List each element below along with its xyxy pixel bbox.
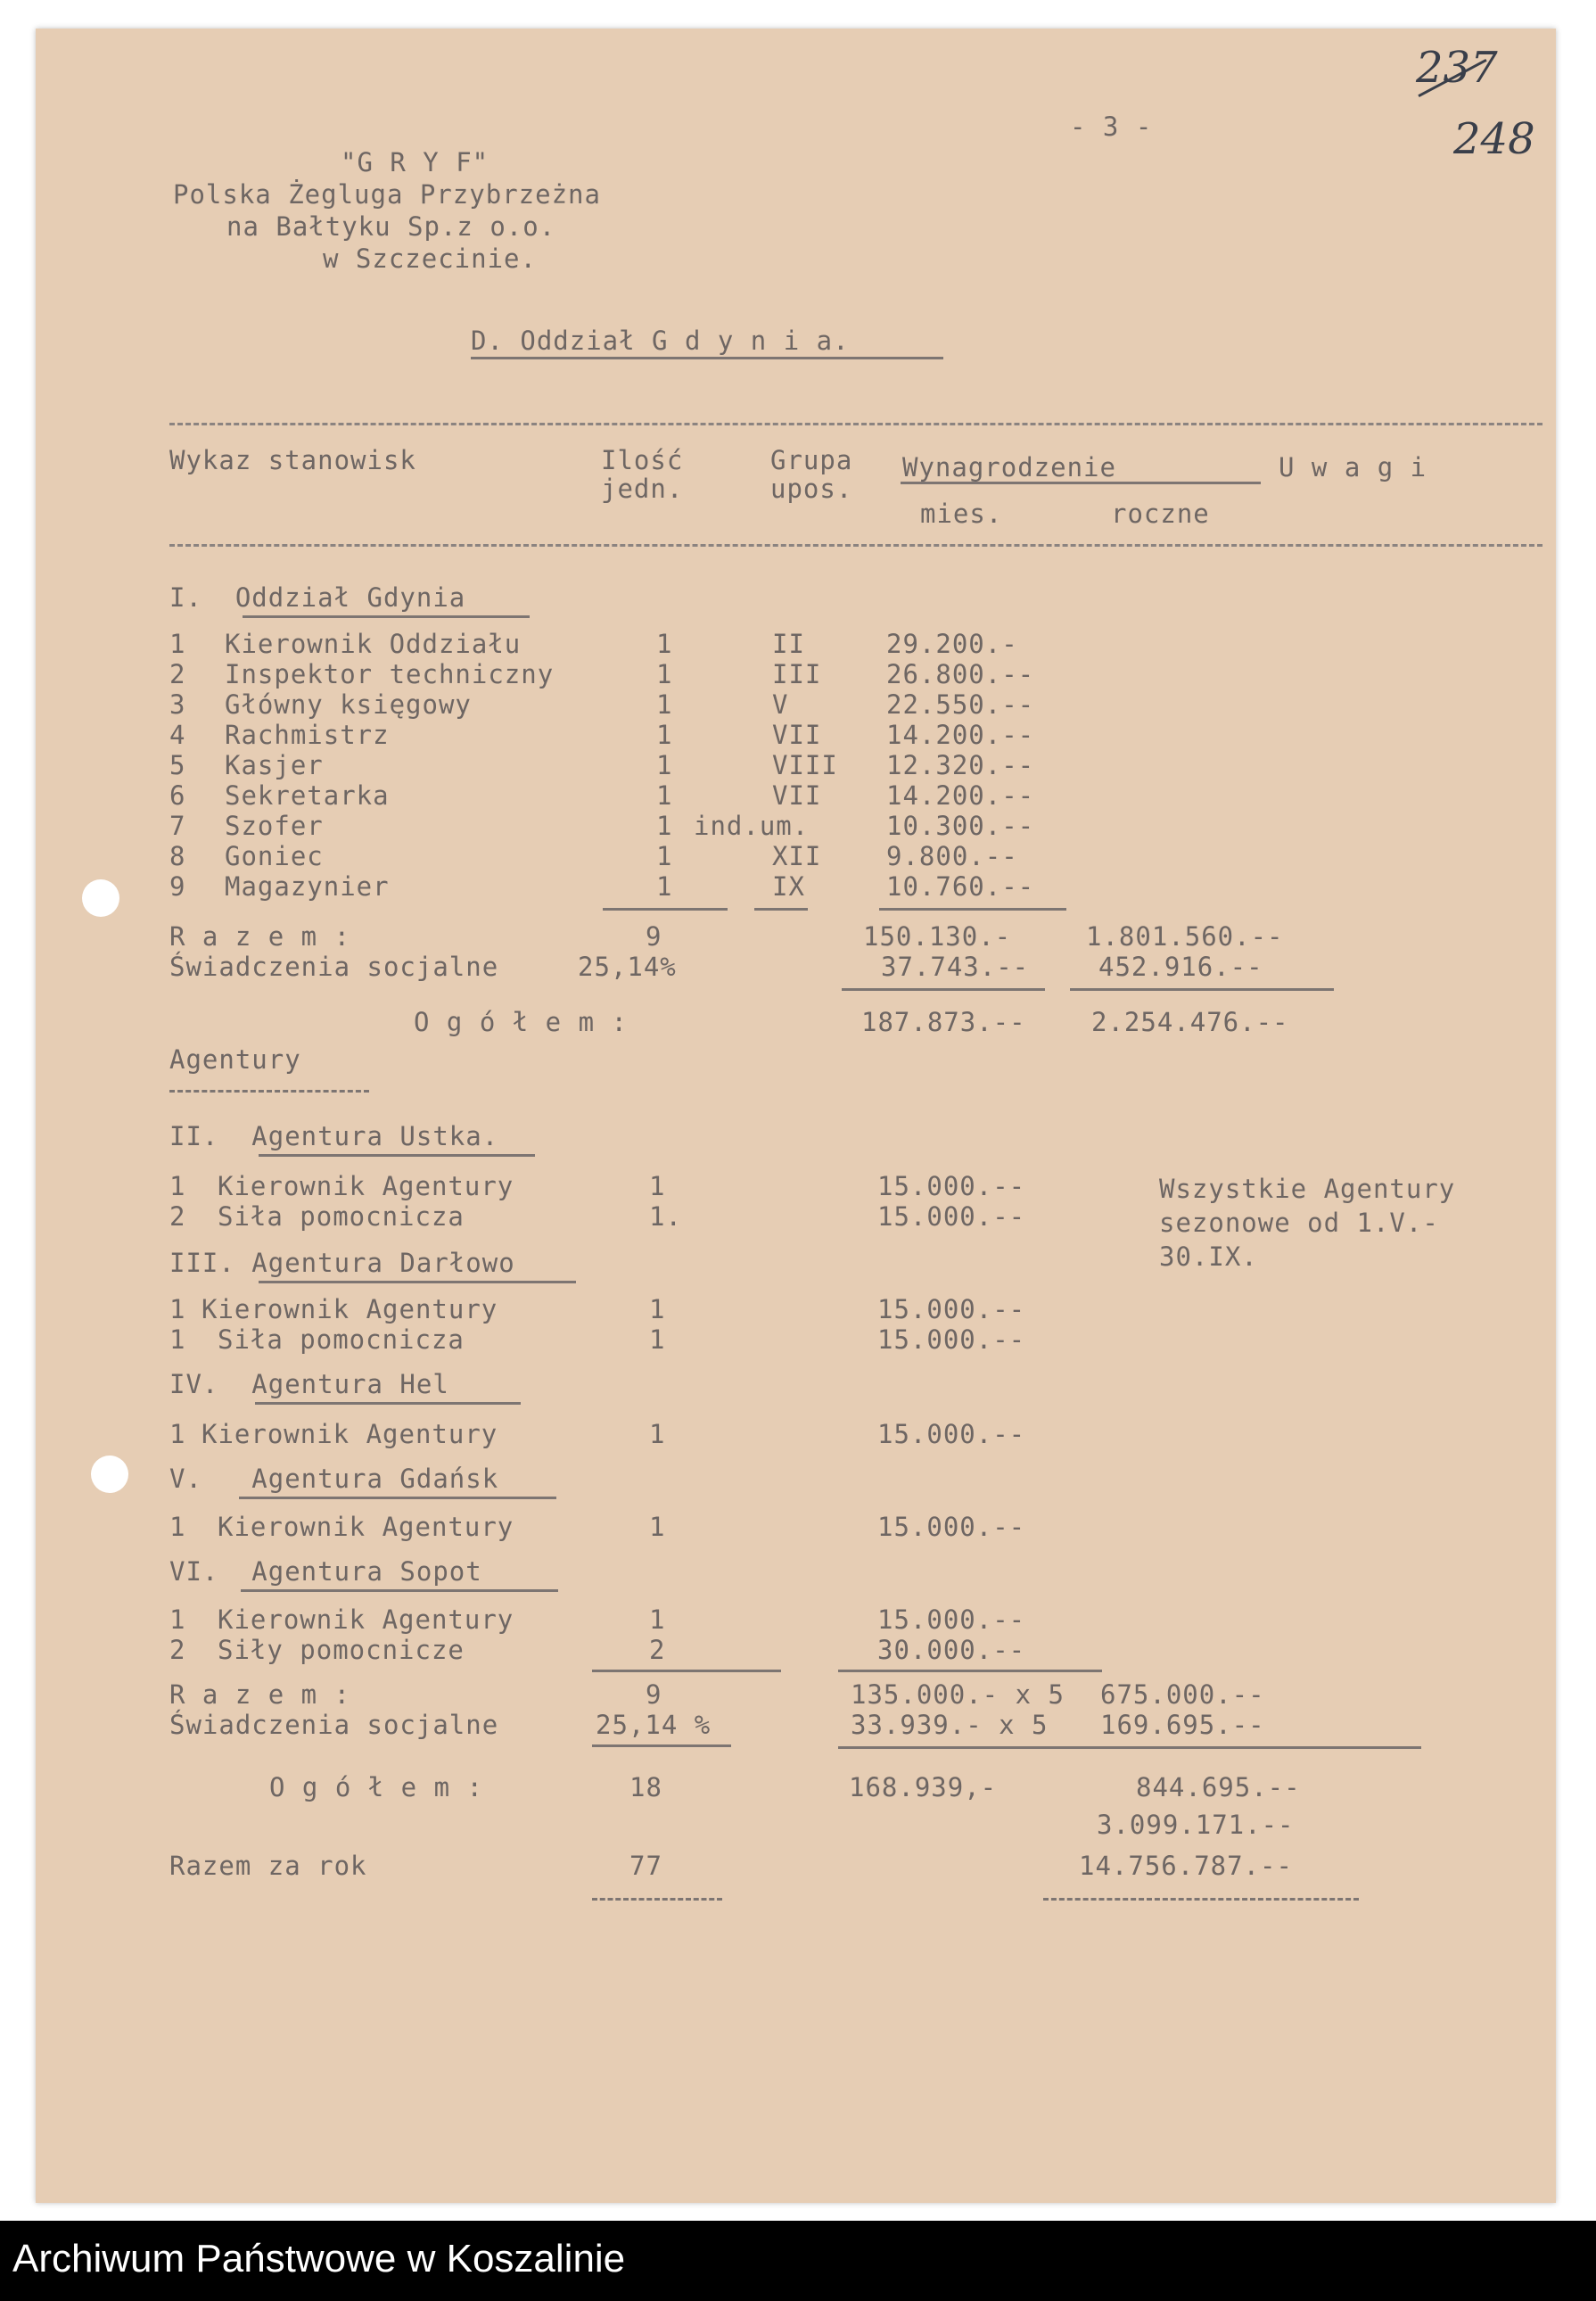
row-number: 2 [169,1201,186,1232]
branch-social-label: Świadczenia socjalne [169,952,499,982]
branch-total-annual: 2.254.476.-- [1091,1007,1289,1037]
row-units: 1 [649,1512,666,1542]
agency-title-underline [241,1589,558,1592]
col-group: Grupa upos. [770,445,853,504]
row-number: 1 [169,1294,186,1324]
row-monthly: 15.000.-- [877,1324,1026,1355]
agencies-heading-underline [169,1090,369,1093]
branch-social-annual: 452.916.-- [1098,952,1263,982]
col-remarks: U w a g i [1279,452,1427,482]
social-pct-underline [592,1744,731,1747]
agency-title-underline [259,1281,576,1283]
row-units: 1 [656,629,673,659]
row-units: 1 [649,1604,666,1635]
row-group: VIII [772,750,838,780]
year-total-annual: 14.756.787.-- [1079,1851,1293,1881]
row-monthly: 22.550.-- [886,689,1035,720]
row-group: ind.um. [694,811,810,841]
row-number: 9 [169,871,186,902]
agencies-social-annual: 169.695.-- [1100,1710,1265,1740]
row-position: Główny księgowy [225,689,472,720]
agencies-total-annual: 844.695.-- [1136,1772,1301,1802]
row-number: 1 [169,629,186,659]
row-units: 1 [656,811,673,841]
row-monthly: 15.000.-- [877,1512,1026,1542]
row-group: XII [772,841,822,871]
row-number: 1 [169,1512,186,1542]
row-units: 1 [649,1324,666,1355]
company-line-3: na Bałtyku Sp.z o.o. [226,211,556,242]
company-name: "G R Y F" [341,147,489,177]
row-position: Kierownik Agentury [202,1294,498,1324]
row-number: 1 [169,1324,186,1355]
row-position: Inspektor techniczny [225,659,555,689]
row-group: II [772,629,805,659]
old-folio-number: 237 [1416,43,1498,93]
row-monthly: 10.760.-- [886,871,1035,902]
row-units: 1 [656,659,673,689]
agencies-heading: Agentury [169,1044,301,1075]
agencies-total-units: 18 [629,1772,662,1802]
year-annual-double-underline [1043,1898,1359,1901]
row-position: Goniec [225,841,324,871]
branch-social-monthly: 37.743.-- [881,952,1030,982]
punch-hole [82,879,119,917]
col-annual: roczne [1111,499,1210,529]
agency-title-ustka: II. Agentura Ustka. [169,1121,499,1151]
row-position: Siły pomocnicze [218,1635,465,1665]
row-units: 2 [649,1635,666,1665]
row-position: Rachmistrz [225,720,390,750]
social-monthly-underline [842,988,1045,991]
group-underline [754,908,808,911]
row-group: III [772,659,822,689]
agencies-sum-monthly: 135.000.- x 5 [851,1679,1065,1710]
agency-title-darlowo: III. Agentura Darłowo [169,1248,515,1278]
year-total-units: 77 [629,1851,662,1881]
row-position: Siła pomocnicza [218,1324,465,1355]
row-number: 2 [169,659,186,689]
agencies-social-label: Świadczenia socjalne [169,1710,499,1740]
agencies-sum-annual: 675.000.-- [1100,1679,1265,1710]
row-number: 2 [169,1635,186,1665]
agencies-social-pct: 25,14 % [596,1710,712,1740]
social-annual-underline [1100,1746,1421,1749]
row-number: 1 [169,1419,186,1449]
row-group: V [772,689,789,720]
branch-title-underline [243,615,530,618]
archive-footer-bar [0,2221,1596,2301]
agencies-seasonal-note: Wszystkie Agentury sezonowe od 1.V.- 30.IX. [1159,1174,1456,1272]
branch-sum-annual: 1.801.560.-- [1086,921,1284,952]
col-units: Ilość jedn. [601,445,684,504]
row-position: Magazynier [225,871,390,902]
row-position: Kierownik Agentury [218,1171,514,1201]
row-number: 1 [169,1171,186,1201]
punch-hole [91,1456,128,1493]
agency-title-sopot: VI. Agentura Sopot [169,1556,482,1587]
company-line-4: w Szczecinie. [323,243,537,274]
row-units: 1 [656,689,673,720]
row-number: 5 [169,750,186,780]
row-number: 8 [169,841,186,871]
agencies-total-label: O g ó ł e m : [269,1772,483,1802]
page-number: - 3 - [1070,111,1153,142]
row-units: 1 [649,1294,666,1324]
branch-sum-units: 9 [646,921,662,952]
row-units: 1 [649,1171,666,1201]
row-monthly: 29.200.- [886,629,1018,659]
branch-sum-monthly: 150.130.- [863,921,1012,952]
row-position: Kierownik Agentury [202,1419,498,1449]
row-monthly: 10.300.-- [886,811,1035,841]
row-monthly: 15.000.-- [877,1604,1026,1635]
company-line-2: Polska Żegluga Przybrzeżna [173,179,601,210]
row-units: 1 [656,841,673,871]
row-position: Kasjer [225,750,324,780]
row-monthly: 14.200.-- [886,780,1035,811]
agency-title-underline [259,1154,535,1157]
row-monthly: 15.000.-- [877,1294,1026,1324]
units-underline [603,908,728,911]
row-number: 4 [169,720,186,750]
row-monthly: 12.320.-- [886,750,1035,780]
agency-title-underline [239,1497,556,1499]
monthly-underline [879,908,1066,911]
row-units: 1 [656,871,673,902]
row-monthly: 9.800.-- [886,841,1018,871]
col-salary: Wynagrodzenie [902,452,1116,482]
row-monthly: 15.000.-- [877,1419,1026,1449]
col-monthly: mies. [920,499,1003,529]
row-monthly: 30.000.-- [877,1635,1026,1665]
agency-title-gdansk: V. Agentura Gdańsk [169,1464,499,1494]
agencies-total-monthly: 168.939,- [849,1772,998,1802]
social-monthly-underline [838,1746,1106,1749]
agency-title-underline [255,1402,521,1405]
row-units: 1 [656,750,673,780]
row-number: 3 [169,689,186,720]
row-number: 7 [169,811,186,841]
agencies-sum-label: R a z e m : [169,1679,351,1710]
row-position: Szofer [225,811,324,841]
row-monthly: 26.800.-- [886,659,1035,689]
branch-social-pct: 25,14% [578,952,677,982]
archive-name: Archiwum Państwowe w Koszalinie [12,2237,626,2280]
row-position: Sekretarka [225,780,390,811]
row-monthly: 15.000.-- [877,1201,1026,1232]
row-position: Kierownik Oddziału [225,629,522,659]
col-position: Wykaz stanowisk [169,445,416,475]
new-folio-number: 248 [1453,114,1535,164]
salary-underline [901,482,1261,484]
row-units: 1. [649,1201,682,1232]
row-units: 1 [649,1419,666,1449]
row-monthly: 15.000.-- [877,1171,1026,1201]
row-position: Kierownik Agentury [218,1604,514,1635]
section-title: D. Oddział G d y n i a. [471,326,850,356]
row-units: 1 [656,720,673,750]
social-annual-underline [1070,988,1334,991]
row-number: 1 [169,1604,186,1635]
agencies-social-monthly: 33.939.- x 5 [851,1710,1049,1740]
monthly-underline [838,1670,1102,1672]
year-total-label: Razem za rok [169,1851,367,1881]
row-number: 6 [169,780,186,811]
units-underline [592,1670,781,1672]
combined-annual-total: 3.099.171.-- [1097,1810,1295,1840]
year-units-double-underline [592,1898,722,1901]
header-bottom-rule [169,544,1543,547]
row-group: VII [772,780,822,811]
branch-sum-label: R a z e m : [169,921,351,952]
row-position: Siła pomocnicza [218,1201,465,1232]
row-group: VII [772,720,822,750]
agencies-sum-units: 9 [646,1679,662,1710]
branch-total-label: O g ó ł e m : [414,1007,628,1037]
row-group: IX [772,871,805,902]
section-title-underline [471,357,943,359]
branch-title: I. Oddział Gdynia [169,582,466,613]
branch-total-monthly: 187.873.-- [861,1007,1026,1037]
header-top-rule [169,423,1543,425]
row-monthly: 14.200.-- [886,720,1035,750]
row-position: Kierownik Agentury [218,1512,514,1542]
agency-title-hel: IV. Agentura Hel [169,1369,449,1399]
row-units: 1 [656,780,673,811]
